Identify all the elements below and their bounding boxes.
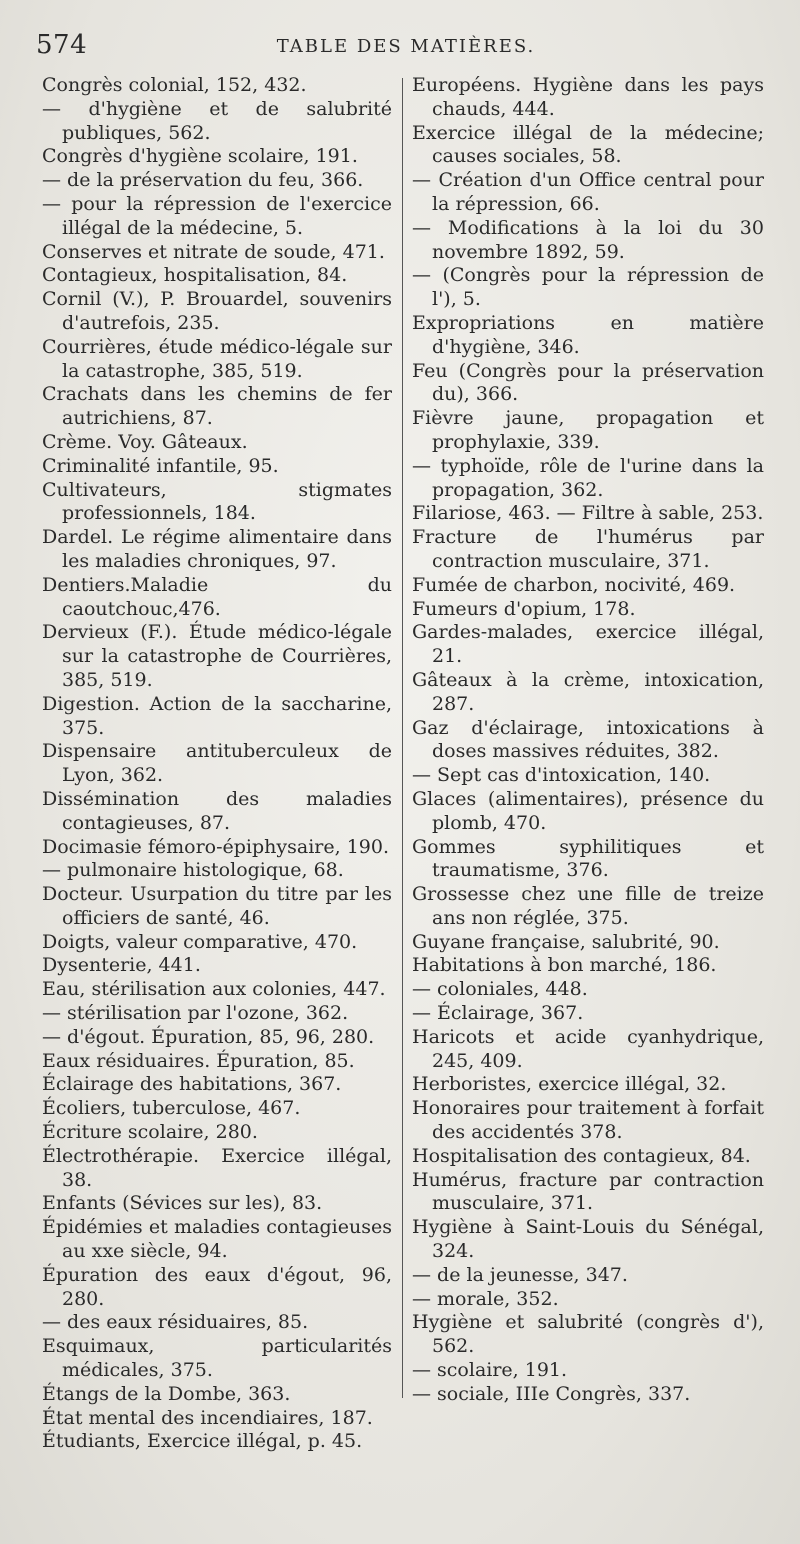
index-entry: Dispensaire antituberculeux de Lyon, 362.: [42, 740, 392, 787]
index-entry: Congrès d'hygiène scolaire, 191.: [42, 145, 358, 168]
index-entry: Gommes syphilitiques et traumatisme, 376.: [412, 835, 764, 882]
left-index-column: [42, 74, 392, 1454]
index-entry: — Sept cas d'intoxication, 140.: [412, 764, 711, 787]
index-entry: — pour la répression de l'exercice illégal de la médecine, 5.: [42, 192, 392, 239]
index-entry: Congrès colonial, 152, 432.: [42, 74, 307, 96]
index-entry: Haricots et acide cyanhydrique, 245, 409.: [412, 1025, 764, 1072]
index-entry: Hospitalisation des contagieux, 84.: [412, 1144, 751, 1167]
index-entry: — stérilisation par l'ozone, 362.: [42, 1002, 349, 1025]
index-entry: Doigts, valeur comparative, 470.: [42, 930, 358, 953]
index-entry: — Modifications à la loi du 30 novembre 1892, 59.: [412, 216, 764, 263]
index-entry: — d'égout. Épuration, 85, 96, 280.: [42, 1025, 375, 1048]
index-entry: — coloniales, 448.: [412, 978, 588, 1001]
index-entry: Crème. Voy. Gâteaux.: [42, 430, 248, 453]
index-entry: Dervieux (F.). Étude médico-légale sur la catastrophe de Courrières, 385, 519.: [42, 621, 392, 691]
index-entry: Dardel. Le régime alimentaire dans les maladies chroniques, 97.: [42, 526, 392, 572]
index-entry: Étudiants, Exercice illégal, p. 45.: [42, 1430, 363, 1453]
index-entry: Fumeurs d'opium, 178.: [412, 597, 636, 620]
page-number: 574: [36, 30, 88, 60]
index-entry: Crachats dans les chemins de fer autrichiens, 87.: [42, 383, 392, 430]
index-entry: Épuration des eaux d'égout, 96, 280.: [42, 1263, 392, 1310]
index-entry: — scolaire, 191.: [412, 1359, 568, 1382]
index-entry: — typhoïde, rôle de l'urine dans la propagation, 362.: [412, 454, 764, 501]
index-entry: Dysenterie, 441.: [42, 954, 201, 977]
index-entry: — sociale, IIIe Congrès, 337.: [412, 1382, 691, 1405]
index-entry: — Éclairage, 367.: [412, 1002, 584, 1025]
index-entry: Écriture scolaire, 280.: [42, 1121, 258, 1144]
index-entry: Courrières, étude médico-légale sur la catastrophe, 385, 519.: [42, 335, 392, 382]
index-entry: Dentiers.Maladie du caoutchouc,476.: [42, 573, 392, 620]
index-entry: Digestion. Action de la saccharine, 375.: [42, 692, 392, 739]
index-entry: Docimasie fémoro-épiphysaire, 190.: [42, 835, 390, 858]
index-entry: Dissémination des maladies contagieuses, 87.: [42, 787, 392, 834]
index-entry: Fièvre jaune, propagation et prophylaxie, 339.: [412, 407, 764, 453]
index-entry: Cultivateurs, stigmates professionnels, 184.: [42, 478, 392, 525]
index-entry: Guyane française, salubrité, 90.: [412, 930, 720, 953]
index-entry: Électrothérapie. Exercice illégal, 38.: [42, 1144, 392, 1191]
index-entry: Filariose, 463. — Filtre à sable, 253.: [412, 502, 764, 525]
index-entry: Écoliers, tuberculose, 467.: [42, 1097, 301, 1120]
index-entry: Herboristes, exercice illégal, 32.: [412, 1073, 727, 1096]
index-entry: Habitations à bon marché, 186.: [412, 954, 717, 977]
index-entry: Eaux résiduaires. Épuration, 85.: [42, 1049, 355, 1072]
index-entry: Gardes-malades, exercice illégal, 21.: [412, 621, 764, 668]
index-entry: Esquimaux, particularités médicales, 375.: [42, 1335, 392, 1382]
index-entry: — de la préservation du feu, 366.: [42, 169, 364, 192]
index-entry: Contagieux, hospitalisation, 84.: [42, 264, 348, 287]
index-entry: Gaz d'éclairage, intoxications à doses massives réduites, 382.: [412, 716, 764, 763]
index-entry: — des eaux résiduaires, 85.: [42, 1311, 309, 1334]
index-entry: Cornil (V.), P. Brouardel, souvenirs d'autrefois, 235.: [42, 288, 392, 334]
index-entry: Feu (Congrès pour la préservation du), 366.: [412, 359, 764, 406]
index-entry: Grossesse chez une fille de treize ans non réglée, 375.: [412, 883, 764, 929]
right-index-column: [412, 74, 764, 1407]
index-entry: — de la jeunesse, 347.: [412, 1263, 628, 1286]
index-entry: Expropriations en matière d'hygiène, 346.: [412, 311, 764, 358]
column-divider: [402, 78, 403, 1398]
index-entry: Fumée de charbon, nocivité, 469.: [412, 573, 736, 596]
index-entry: Glaces (alimentaires), présence du plomb, 470.: [412, 787, 764, 834]
index-entry: — Création d'un Office central pour la répression, 66.: [412, 169, 764, 215]
index-entry: Gâteaux à la crème, intoxication, 287.: [412, 668, 764, 715]
running-title: TABLE DES MATIÈRES.: [276, 36, 536, 57]
index-entry: Humérus, fracture par contraction musculaire, 371.: [412, 1168, 764, 1215]
index-entry: — (Congrès pour la répression de l'), 5.: [412, 264, 764, 311]
index-entry: Hygiène et salubrité (congrès d'), 562.: [412, 1311, 764, 1358]
index-entry: Honoraires pour traitement à forfait des accidentés 378.: [412, 1097, 764, 1144]
index-entry: Éclairage des habitations, 367.: [42, 1073, 342, 1096]
index-entry: — d'hygiène et de salubrité publiques, 562.: [42, 97, 392, 144]
index-entry: — morale, 352.: [412, 1287, 559, 1310]
index-entry: Criminalité infantile, 95.: [42, 454, 279, 477]
index-entry: Docteur. Usurpation du titre par les officiers de santé, 46.: [42, 883, 392, 929]
index-entry: Hygiène à Saint-Louis du Sénégal, 324.: [412, 1216, 764, 1263]
index-entry: Étangs de la Dombe, 363.: [42, 1382, 291, 1405]
index-entry: Exercice illégal de la médecine; causes sociales, 58.: [412, 121, 764, 168]
index-entry: Conserves et nitrate de soude, 471.: [42, 240, 385, 263]
index-entry: Enfants (Sévices sur les), 83.: [42, 1192, 323, 1215]
index-entry: Européens. Hygiène dans les pays chauds, 444.: [412, 74, 764, 120]
page-header: [36, 30, 776, 70]
index-entry: Épidémies et maladies contagieuses au xxe siècle, 94.: [42, 1216, 392, 1263]
index-entry: Fracture de l'humérus par contraction musculaire, 371.: [412, 526, 764, 572]
index-entry: État mental des incendiaires, 187.: [42, 1406, 373, 1429]
index-entry: Eau, stérilisation aux colonies, 447.: [42, 978, 386, 1001]
index-entry: — pulmonaire histologique, 68.: [42, 859, 344, 882]
